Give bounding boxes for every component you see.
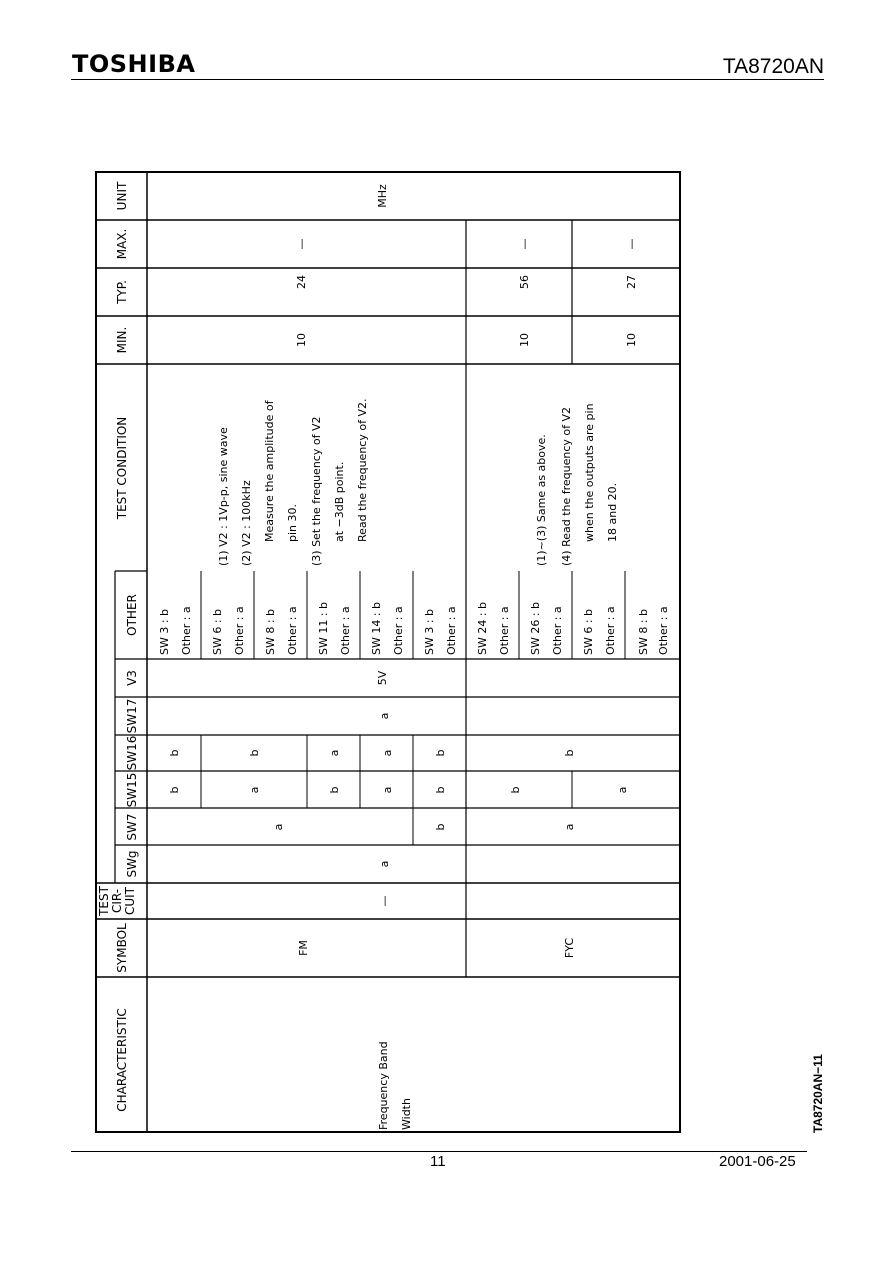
test-circuit-value: — xyxy=(378,895,391,907)
header-cir: CIR- xyxy=(110,888,124,914)
header-labels xyxy=(97,181,139,1112)
other-entries xyxy=(158,602,670,655)
header-sw16: SW16 xyxy=(125,735,139,771)
other-line: SW 26 : b xyxy=(529,601,542,655)
header-other: OTHER xyxy=(125,594,139,636)
condition-line: (4) Read the frequency of V2 xyxy=(560,406,573,566)
v3-value: 5V xyxy=(376,670,389,686)
page-number: 11 xyxy=(430,1153,446,1170)
other-line: Other : a xyxy=(657,606,670,655)
characteristic-line-2: Width xyxy=(400,1098,413,1130)
sw15-value: b xyxy=(509,786,522,794)
condition-line: Measure the amplitude of xyxy=(263,400,276,542)
other-line: SW 14 : b xyxy=(370,601,383,655)
header-unit: UNIT xyxy=(115,181,129,211)
other-line: Other : a xyxy=(180,606,193,655)
min-value: 10 xyxy=(295,333,308,347)
header-sw15: SW15 xyxy=(125,772,139,808)
typ-value: 24 xyxy=(295,275,308,289)
other-line: Other : a xyxy=(551,606,564,655)
unit-value: MHz xyxy=(376,184,389,208)
max-value: — xyxy=(518,238,531,250)
header-symbol: SYMBOL xyxy=(115,923,129,973)
header-test: TEST xyxy=(97,886,111,916)
sw16-value: b xyxy=(248,749,261,757)
sw15-value: a xyxy=(616,786,629,794)
other-line: SW 11 : b xyxy=(317,601,330,655)
header-sw7: SW7 xyxy=(125,813,139,841)
other-line: SW 3 : b xyxy=(158,608,171,655)
header-min: MIN. xyxy=(115,326,129,354)
other-line: Other : a xyxy=(233,606,246,655)
condition-line: Read the frequency of V2. xyxy=(356,398,369,542)
condition-line: (3) Set the frequency of V2 xyxy=(310,416,323,566)
condition-line: when the outputs are pin xyxy=(583,403,596,542)
other-line: SW 8 : b xyxy=(264,608,277,655)
header-max: MAX. xyxy=(115,228,129,260)
symbol-fm: FM xyxy=(297,940,310,956)
sw15-value: b xyxy=(168,786,181,794)
sw16-value: b xyxy=(168,749,181,757)
sw16-value: b xyxy=(434,749,447,757)
header-cuit: CUIT xyxy=(123,886,137,916)
characteristic-line-1: Frequency Band xyxy=(377,1041,390,1130)
header-swg: SWg xyxy=(125,850,139,878)
sw7-value: b xyxy=(434,823,447,831)
other-line: SW 8 : b xyxy=(637,608,650,655)
header-typ: TYP. xyxy=(115,280,129,304)
max-value: — xyxy=(625,238,638,250)
swg-value: a xyxy=(378,860,391,868)
test-condition-fyc xyxy=(535,403,619,566)
sw16-value: a xyxy=(381,749,394,757)
min-value: 10 xyxy=(625,333,638,347)
condition-line: pin 30. xyxy=(286,503,299,542)
condition-line: (2) V2 : 100kHz xyxy=(240,480,253,566)
sw16-value: a xyxy=(328,749,341,757)
other-line: SW 6 : b xyxy=(582,608,595,655)
document-date: 2001-06-25 xyxy=(719,1153,796,1170)
other-line: Other : a xyxy=(339,606,352,655)
sw16-value: b xyxy=(563,749,576,757)
other-line: SW 3 : b xyxy=(423,608,436,655)
other-line: SW 6 : b xyxy=(211,608,224,655)
header-v3: V3 xyxy=(125,670,139,686)
other-line: Other : a xyxy=(286,606,299,655)
header-sw17: SW17 xyxy=(125,698,139,734)
other-line: Other : a xyxy=(604,606,617,655)
sw17-value: a xyxy=(378,712,391,720)
condition-line: 18 and 20. xyxy=(606,482,619,542)
typ-value: 56 xyxy=(518,275,531,289)
other-line: Other : a xyxy=(498,606,511,655)
condition-line: (1) V2 : 1Vp-p, sine wave xyxy=(217,427,230,566)
sw7-value: a xyxy=(272,823,285,831)
other-line: SW 24 : b xyxy=(476,601,489,655)
other-line: Other : a xyxy=(392,606,405,655)
header-characteristic: CHARACTERISTIC xyxy=(115,1008,129,1112)
footer-rule xyxy=(71,1151,807,1152)
sw15-value: a xyxy=(248,786,261,794)
toshiba-logo: TOSHIBA xyxy=(72,50,196,78)
condition-line: (1)~(3) Same as above. xyxy=(535,434,548,566)
sw15-value: b xyxy=(434,786,447,794)
min-value: 10 xyxy=(518,333,531,347)
other-line: Other : a xyxy=(445,606,458,655)
sw7-value: a xyxy=(563,823,576,831)
part-number: TA8720AN xyxy=(722,55,824,78)
symbol-fyc: FYC xyxy=(563,937,576,959)
max-value: — xyxy=(295,238,308,250)
typ-value: 27 xyxy=(625,275,638,289)
condition-line: at −3dB point. xyxy=(333,461,346,542)
test-condition-fm xyxy=(217,399,369,566)
sw15-value: b xyxy=(328,786,341,794)
header-test-condition: TEST CONDITION xyxy=(115,416,129,520)
sw15-value: a xyxy=(381,786,394,794)
side-page-tag: TA8720AN−11 xyxy=(811,1054,825,1133)
